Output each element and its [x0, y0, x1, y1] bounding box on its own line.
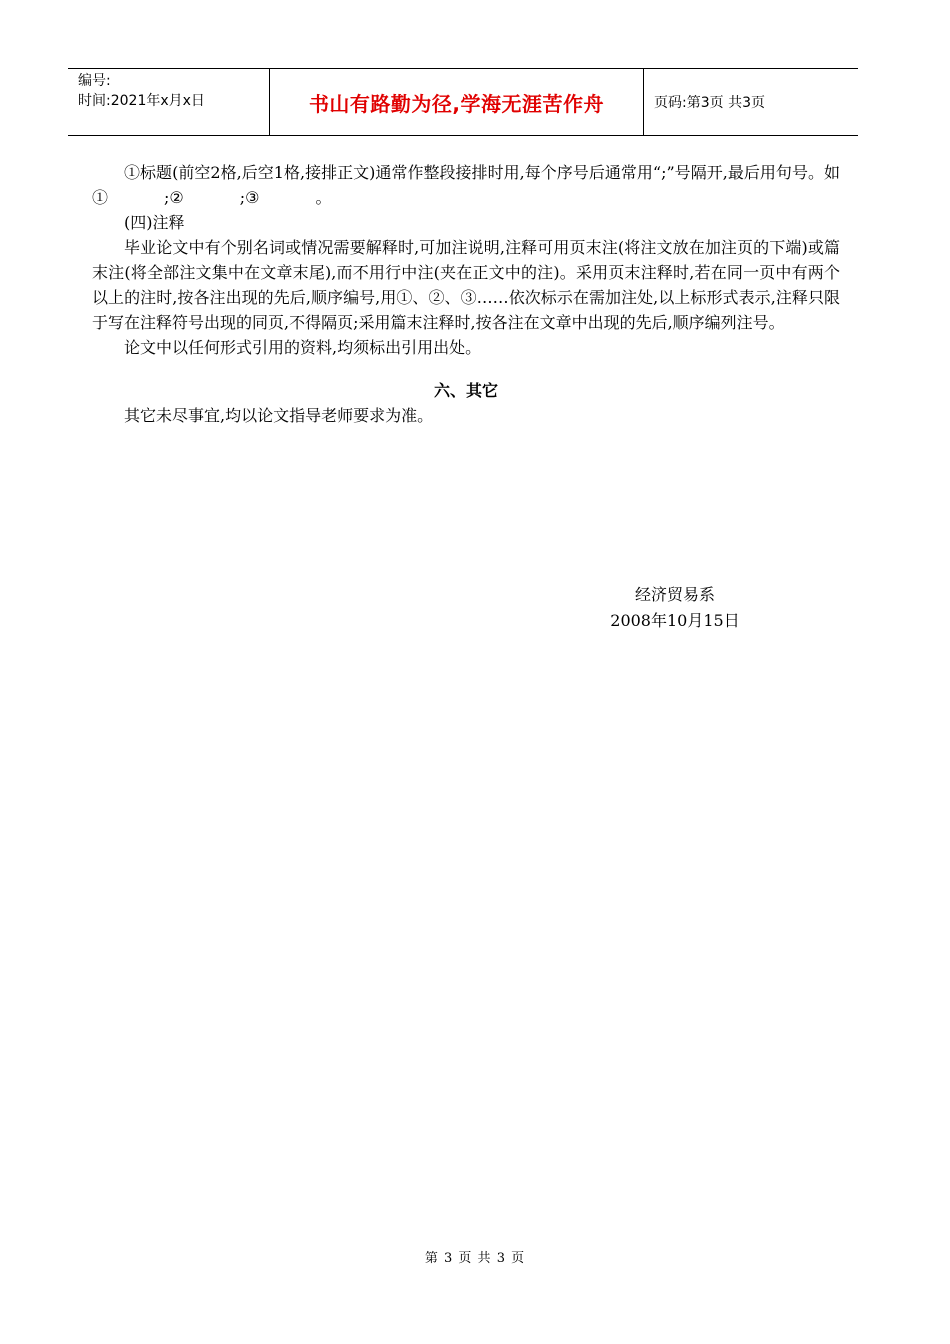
- paragraph-title-rule-part-4: 。: [315, 188, 332, 207]
- signature-date: 2008年10月15日: [610, 611, 740, 630]
- signature-department: 经济贸易系: [634, 585, 715, 604]
- header-time-label: 时间:2021年x月x日: [78, 93, 205, 109]
- subsection-heading-notes: (四)注释: [124, 213, 185, 232]
- paragraph-title-rule-part-1: ①标题(前空2格,后空1格,接排正文)通常作整段接排时用,每个序号后通常用“;”号隔开,最后用句号。如①: [92, 163, 840, 207]
- header-page-info: 页码:第3页 共3页: [654, 95, 765, 111]
- header-motto: 书山有路勤为径,学海无涯苦作舟: [270, 69, 644, 135]
- document-body: [92, 160, 840, 428]
- paragraph-title-rule-part-2: ;②: [164, 188, 184, 207]
- paragraph-citation: 论文中以任何形式引用的资料,均须标出引用出处。: [124, 338, 482, 357]
- header-table: [68, 68, 858, 136]
- paragraph-other: 其它未尽事宜,均以论文指导老师要求为准。: [124, 406, 434, 425]
- page-footer: 第 3 页 共 3 页: [424, 1251, 526, 1266]
- signature-block: [560, 582, 790, 634]
- header-number-label: 编号:: [78, 73, 111, 89]
- header-left-cell: [68, 69, 270, 135]
- section-title-other: 六、其它: [433, 381, 498, 400]
- paragraph-notes: 毕业论文中有个别名词或情况需要解释时,可加注说明,注释可用页末注(将注文放在加注页的下端)或篇末注(将全部注文集中在文章末尾),而不用行中注(夹在正文中的注)。采用页末注释时,若在同一页中有两个以上的注时,按各注出现的先后,顺序编号,用①、②、③……依次标示在需加注处,以上标形式表示,注释只限于写在注释符号出现的同页,不得隔页;采用篇末注释时,按各注在文章中出现的先后,顺序编列注号。: [92, 238, 840, 332]
- paragraph-title-rule: [92, 160, 840, 210]
- paragraph-title-rule-part-3: ;③: [239, 188, 260, 207]
